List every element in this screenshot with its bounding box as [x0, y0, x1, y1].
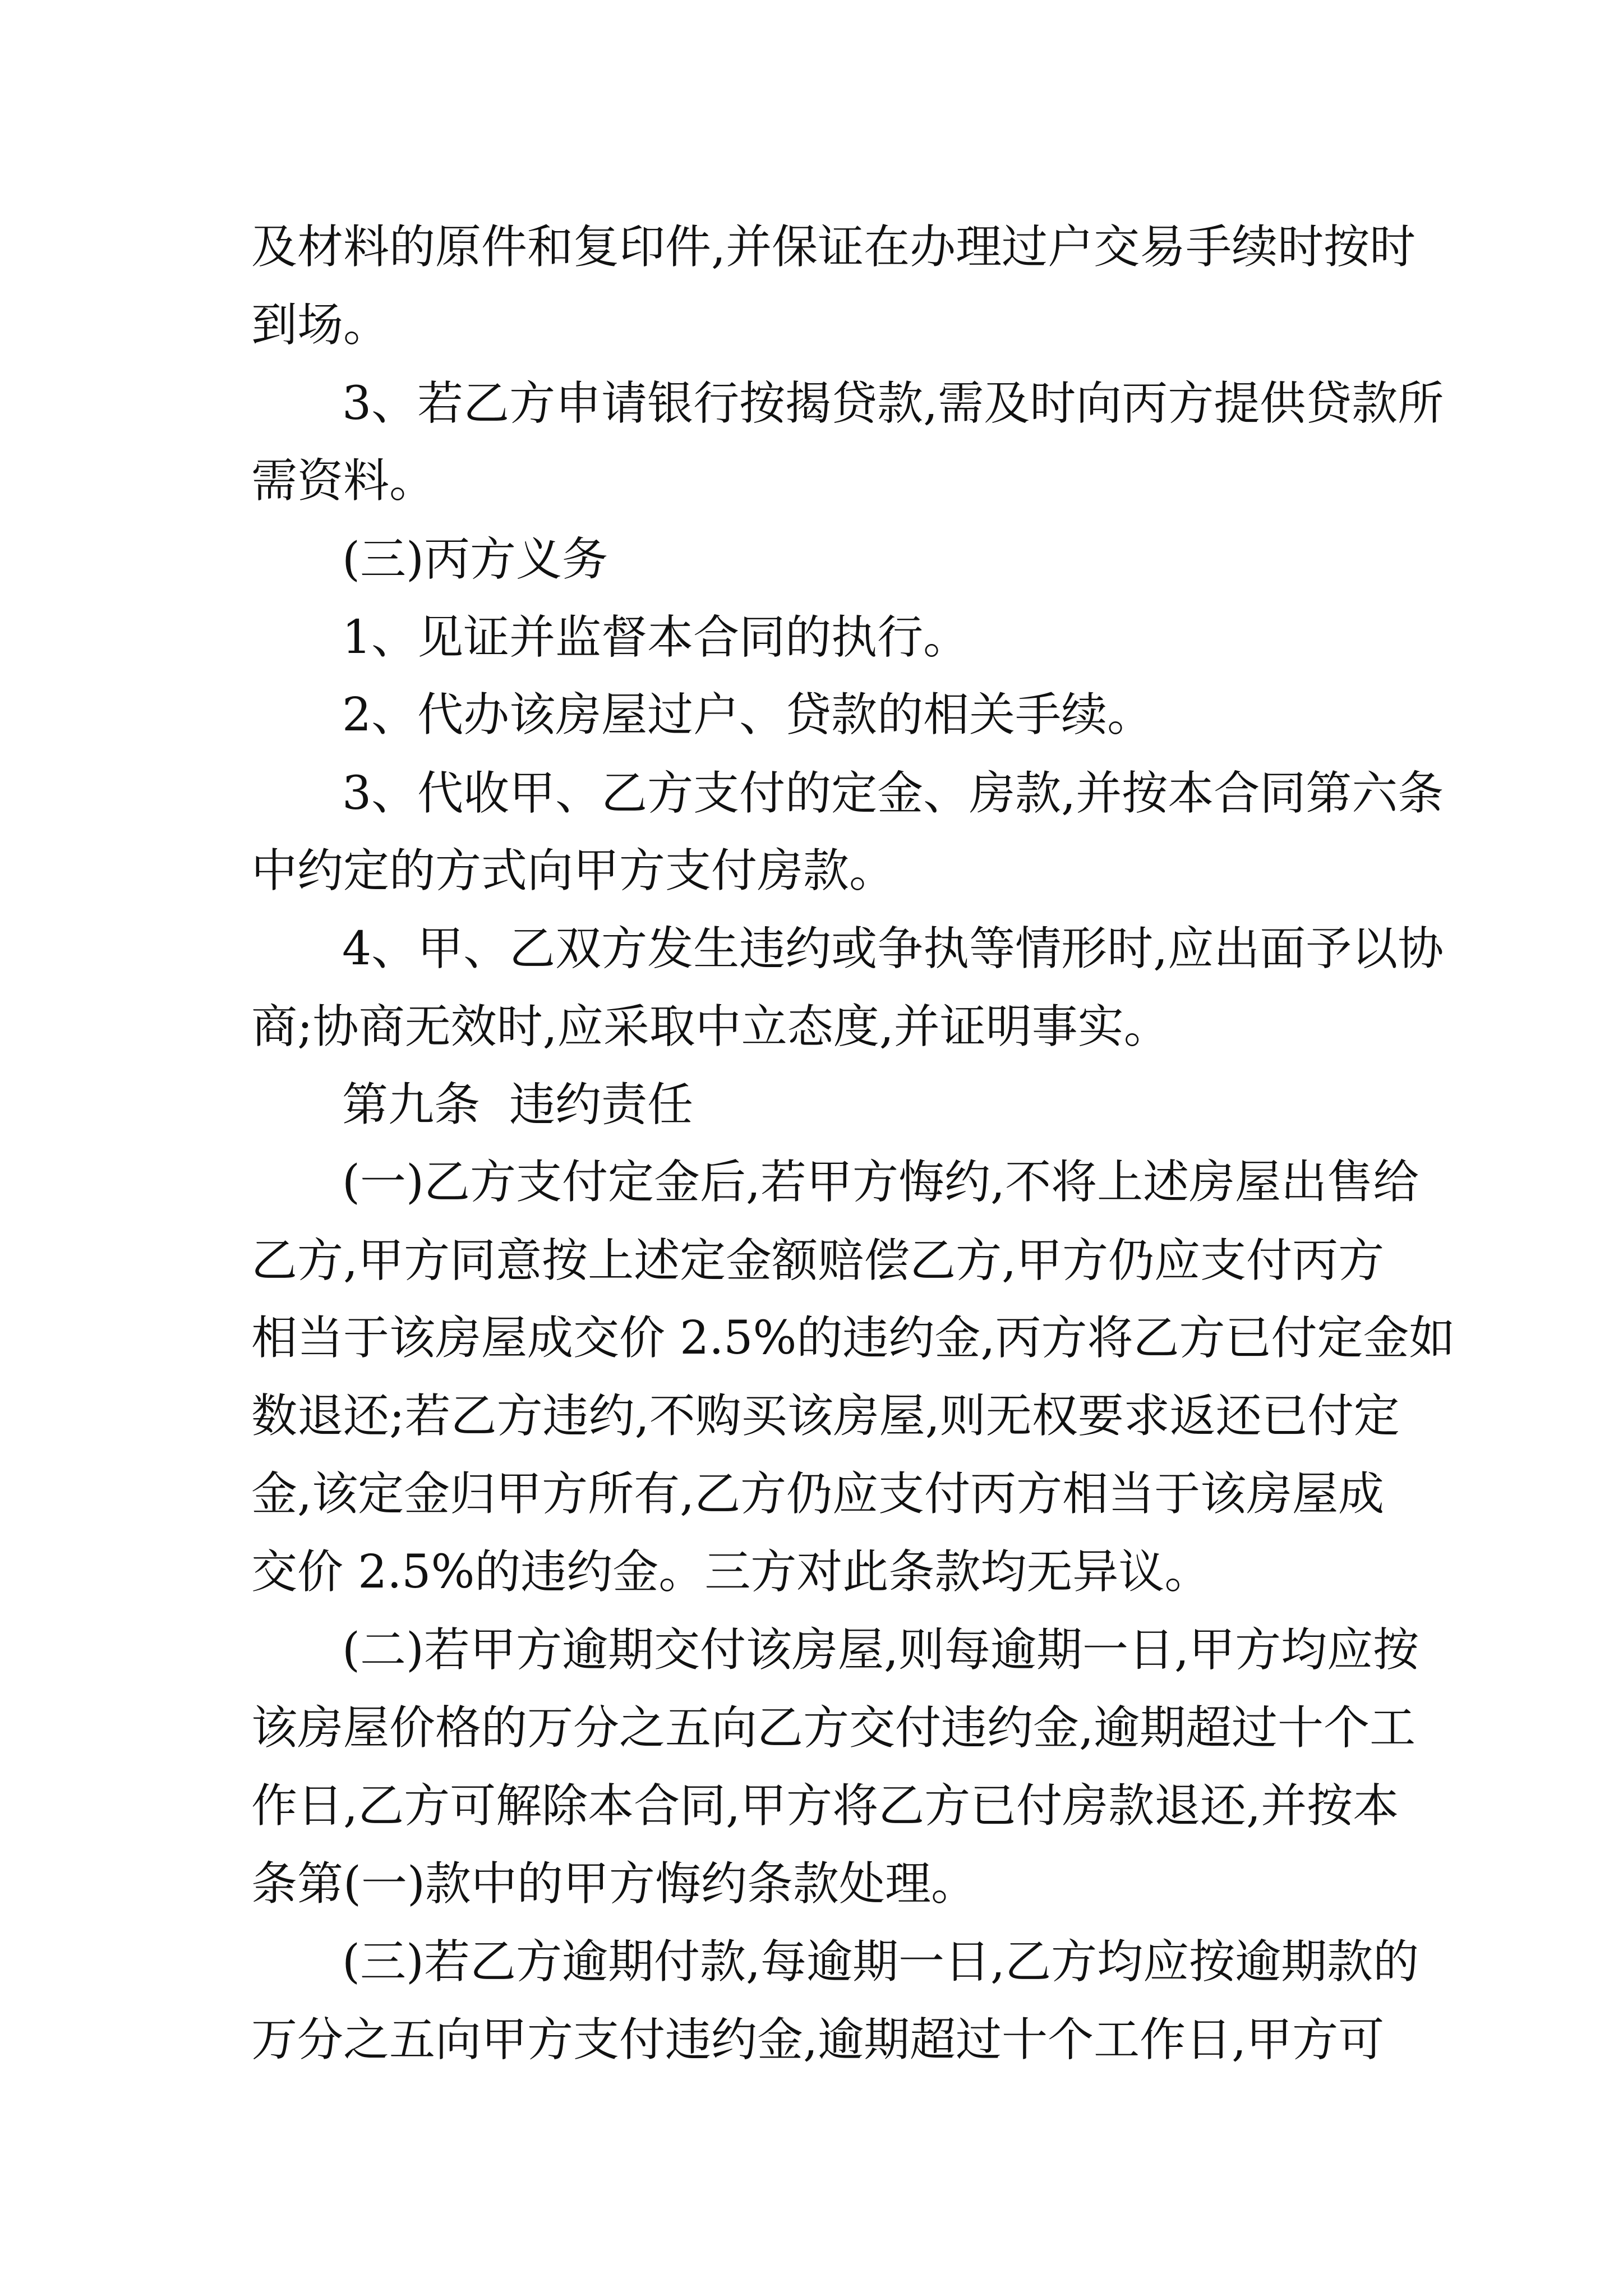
line-text: 4、甲、乙双方发生违约或争执等情形时,应出面予以协 [342, 922, 1444, 976]
text-line: 条第(一)款中的甲方悔约条款处理。 [251, 1857, 977, 1911]
text-line: 交价 2.5%的违约金。三方对此条款均无异议。 [251, 1545, 1211, 1599]
text-line: 1、见证并监督本合同的执行。 [342, 611, 970, 664]
text-line [251, 1216, 1385, 1306]
line-text: 相当于该房屋成交价 2.5%的违约金,丙方将乙方已付定金如 [251, 1312, 1455, 1365]
text-line [251, 1294, 1455, 1383]
text-line [251, 1372, 1400, 1461]
line-text: 3、若乙方申请银行按揭贷款,需及时向丙方提供贷款所 [342, 377, 1444, 430]
text-line [342, 359, 1444, 449]
text-line [251, 203, 1416, 292]
text-line [342, 904, 1444, 994]
text-line [251, 1683, 1416, 1773]
text-line [342, 749, 1444, 839]
line-text: (三)若乙方逾期付款,每逾期一日,乙方均应按逾期款的 [342, 1935, 1419, 1989]
article-heading: 第九条 违约责任 [342, 1078, 694, 1131]
text-line [342, 1605, 1419, 1695]
text-line [251, 1761, 1399, 1851]
section-heading: (三)丙方义务 [342, 533, 608, 586]
text-line [342, 1138, 1419, 1227]
text-line: 商;协商无效时,应采取中立态度,并证明事实。 [251, 1000, 1170, 1053]
line-text: 3、代收甲、乙方支付的定金、房款,并按本合同第六条 [342, 767, 1444, 820]
line-text: 数退还;若乙方违约,不购买该房屋,则无权要求返还已付定 [251, 1389, 1400, 1443]
line-text: 乙方,甲方同意按上述定金额赔偿乙方,甲方仍应支付丙方 [251, 1234, 1385, 1287]
line-text: 万分之五向甲方支付违约金,逾期超过十个工作日,甲方可 [251, 2013, 1385, 2067]
line-text: 作日,乙方可解除本合同,甲方将乙方已付房款退还,并按本 [251, 1779, 1399, 1833]
line-text: 该房屋价格的万分之五向乙方交付违约金,逾期超过十个工 [251, 1701, 1416, 1755]
line-text: (二)若甲方逾期交付该房屋,则每逾期一日,甲方均应按 [342, 1623, 1419, 1677]
text-line [251, 1450, 1385, 1539]
line-text: 及材料的原件和复印件,并保证在办理过户交易手续时按时 [251, 220, 1416, 274]
text-line [251, 1995, 1385, 2085]
text-line: 中约定的方式向甲方支付房款。 [251, 844, 896, 898]
text-line: 需资料。 [251, 454, 436, 508]
line-text: 金,该定金归甲方所有,乙方仍应支付丙方相当于该房屋成 [251, 1467, 1385, 1521]
text-line [342, 1917, 1419, 2007]
line-text: (一)乙方支付定金后,若甲方悔约,不将上述房屋出售给 [342, 1156, 1419, 1209]
text-line: 2、代办该房屋过户、贷款的相关手续。 [342, 688, 1154, 742]
text-line: 到场。 [251, 298, 390, 352]
